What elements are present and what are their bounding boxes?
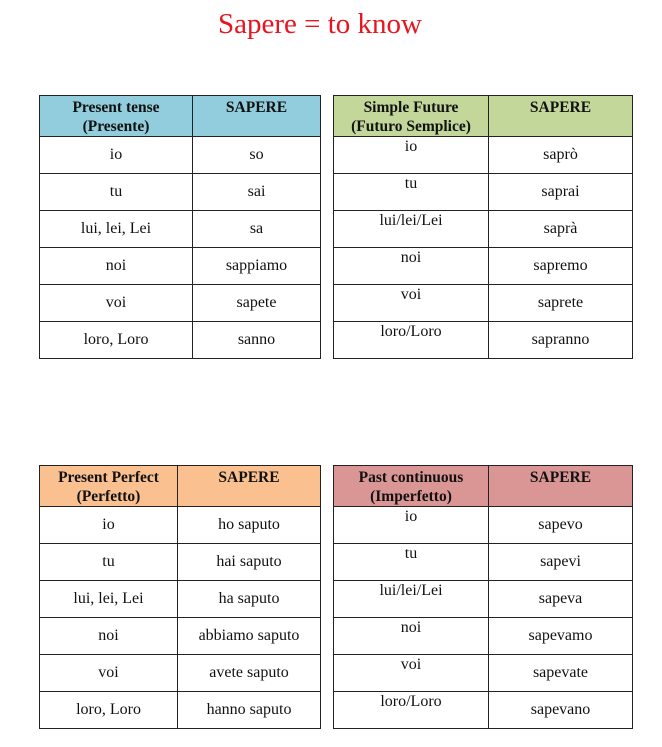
pronoun-cell: lui, lei, Lei (40, 211, 193, 248)
table-row (334, 655, 633, 692)
pronoun-cell: io (40, 507, 178, 544)
tense-header (334, 96, 489, 137)
table-row (334, 322, 633, 359)
verb-form-cell: saprà (489, 211, 633, 248)
verb-form-cell: ha saputo (178, 581, 321, 618)
tense-italian-name: (Imperfetto) (370, 488, 452, 505)
verb-form-cell: sapevate (489, 655, 633, 692)
table-header-row (40, 466, 321, 507)
table-row (40, 544, 321, 581)
table-row (40, 655, 321, 692)
verb-form-cell: sapranno (489, 322, 633, 359)
verb-form-cell: sanno (193, 322, 321, 359)
tense-name: Present Perfect (58, 469, 159, 486)
tense-name: Present tense (72, 99, 160, 116)
pronoun-cell: io (40, 137, 193, 174)
verb-form-cell: sapevo (489, 507, 633, 544)
tense-italian-name: (Futuro Semplice) (351, 118, 471, 135)
tense-italian-name: (Perfetto) (76, 488, 141, 505)
table-row (334, 507, 633, 544)
present-perfect-table (39, 465, 321, 729)
table-row (40, 692, 321, 729)
pronoun-cell: noi (334, 248, 489, 285)
simple-future-table (333, 95, 633, 359)
table-row (334, 544, 633, 581)
table-row (40, 322, 321, 359)
table-row (40, 174, 321, 211)
pronoun-cell: voi (334, 285, 489, 322)
table-row (334, 248, 633, 285)
past-continuous-table (333, 465, 633, 729)
pronoun-cell: loro, Loro (40, 322, 193, 359)
verb-form-cell: abbiamo saputo (178, 618, 321, 655)
pronoun-cell: loro, Loro (40, 692, 178, 729)
table-row (40, 581, 321, 618)
table-header-row (40, 96, 321, 137)
verb-form-cell: hai saputo (178, 544, 321, 581)
verb-form-cell: so (193, 137, 321, 174)
verb-form-cell: sai (193, 174, 321, 211)
table-row (40, 211, 321, 248)
verb-form-cell: sapevamo (489, 618, 633, 655)
table-header-row (334, 466, 633, 507)
pronoun-cell: tu (40, 544, 178, 581)
tense-header (40, 96, 193, 137)
table-row (40, 137, 321, 174)
verb-form-cell: sa (193, 211, 321, 248)
pronoun-cell: voi (334, 655, 489, 692)
pronoun-cell: tu (40, 174, 193, 211)
tense-header (334, 466, 489, 507)
tense-name: Past continuous (358, 469, 464, 486)
verb-form-cell: saprò (489, 137, 633, 174)
verb-form-cell: hanno saputo (178, 692, 321, 729)
verb-form-cell: ho saputo (178, 507, 321, 544)
pronoun-cell: loro/Loro (334, 322, 489, 359)
pronoun-cell: lui, lei, Lei (40, 581, 178, 618)
pronoun-cell: io (334, 137, 489, 174)
verb-header: SAPERE (489, 96, 633, 137)
pronoun-cell: noi (334, 618, 489, 655)
pronoun-cell: loro/Loro (334, 692, 489, 729)
verb-form-cell: sapeva (489, 581, 633, 618)
table-row (334, 137, 633, 174)
verb-header: SAPERE (489, 466, 633, 507)
pronoun-cell: lui/lei/Lei (334, 581, 489, 618)
pronoun-cell: io (334, 507, 489, 544)
tense-header (40, 466, 178, 507)
pronoun-cell: noi (40, 248, 193, 285)
pronoun-cell: voi (40, 285, 193, 322)
verb-form-cell: sappiamo (193, 248, 321, 285)
tense-italian-name: (Presente) (82, 118, 150, 135)
table-row (334, 211, 633, 248)
table-row (40, 618, 321, 655)
pronoun-cell: noi (40, 618, 178, 655)
tense-name: Simple Future (363, 99, 459, 116)
table-row (40, 248, 321, 285)
verb-form-cell: sapevano (489, 692, 633, 729)
table-row (334, 581, 633, 618)
pronoun-cell: voi (40, 655, 178, 692)
present-tense-table (39, 95, 321, 359)
pronoun-cell: tu (334, 174, 489, 211)
verb-form-cell: sapevi (489, 544, 633, 581)
verb-form-cell: sapete (193, 285, 321, 322)
pronoun-cell: tu (334, 544, 489, 581)
table-row (40, 507, 321, 544)
table-row (334, 285, 633, 322)
verb-form-cell: sapremo (489, 248, 633, 285)
table-row (334, 692, 633, 729)
verb-header: SAPERE (178, 466, 321, 507)
verb-form-cell: saprai (489, 174, 633, 211)
pronoun-cell: lui/lei/Lei (334, 211, 489, 248)
verb-form-cell: saprete (489, 285, 633, 322)
table-row (334, 618, 633, 655)
table-header-row (334, 96, 633, 137)
table-row (334, 174, 633, 211)
verb-header: SAPERE (193, 96, 321, 137)
table-row (40, 285, 321, 322)
verb-form-cell: avete saputo (178, 655, 321, 692)
page-title: Sapere = to know (217, 8, 422, 40)
